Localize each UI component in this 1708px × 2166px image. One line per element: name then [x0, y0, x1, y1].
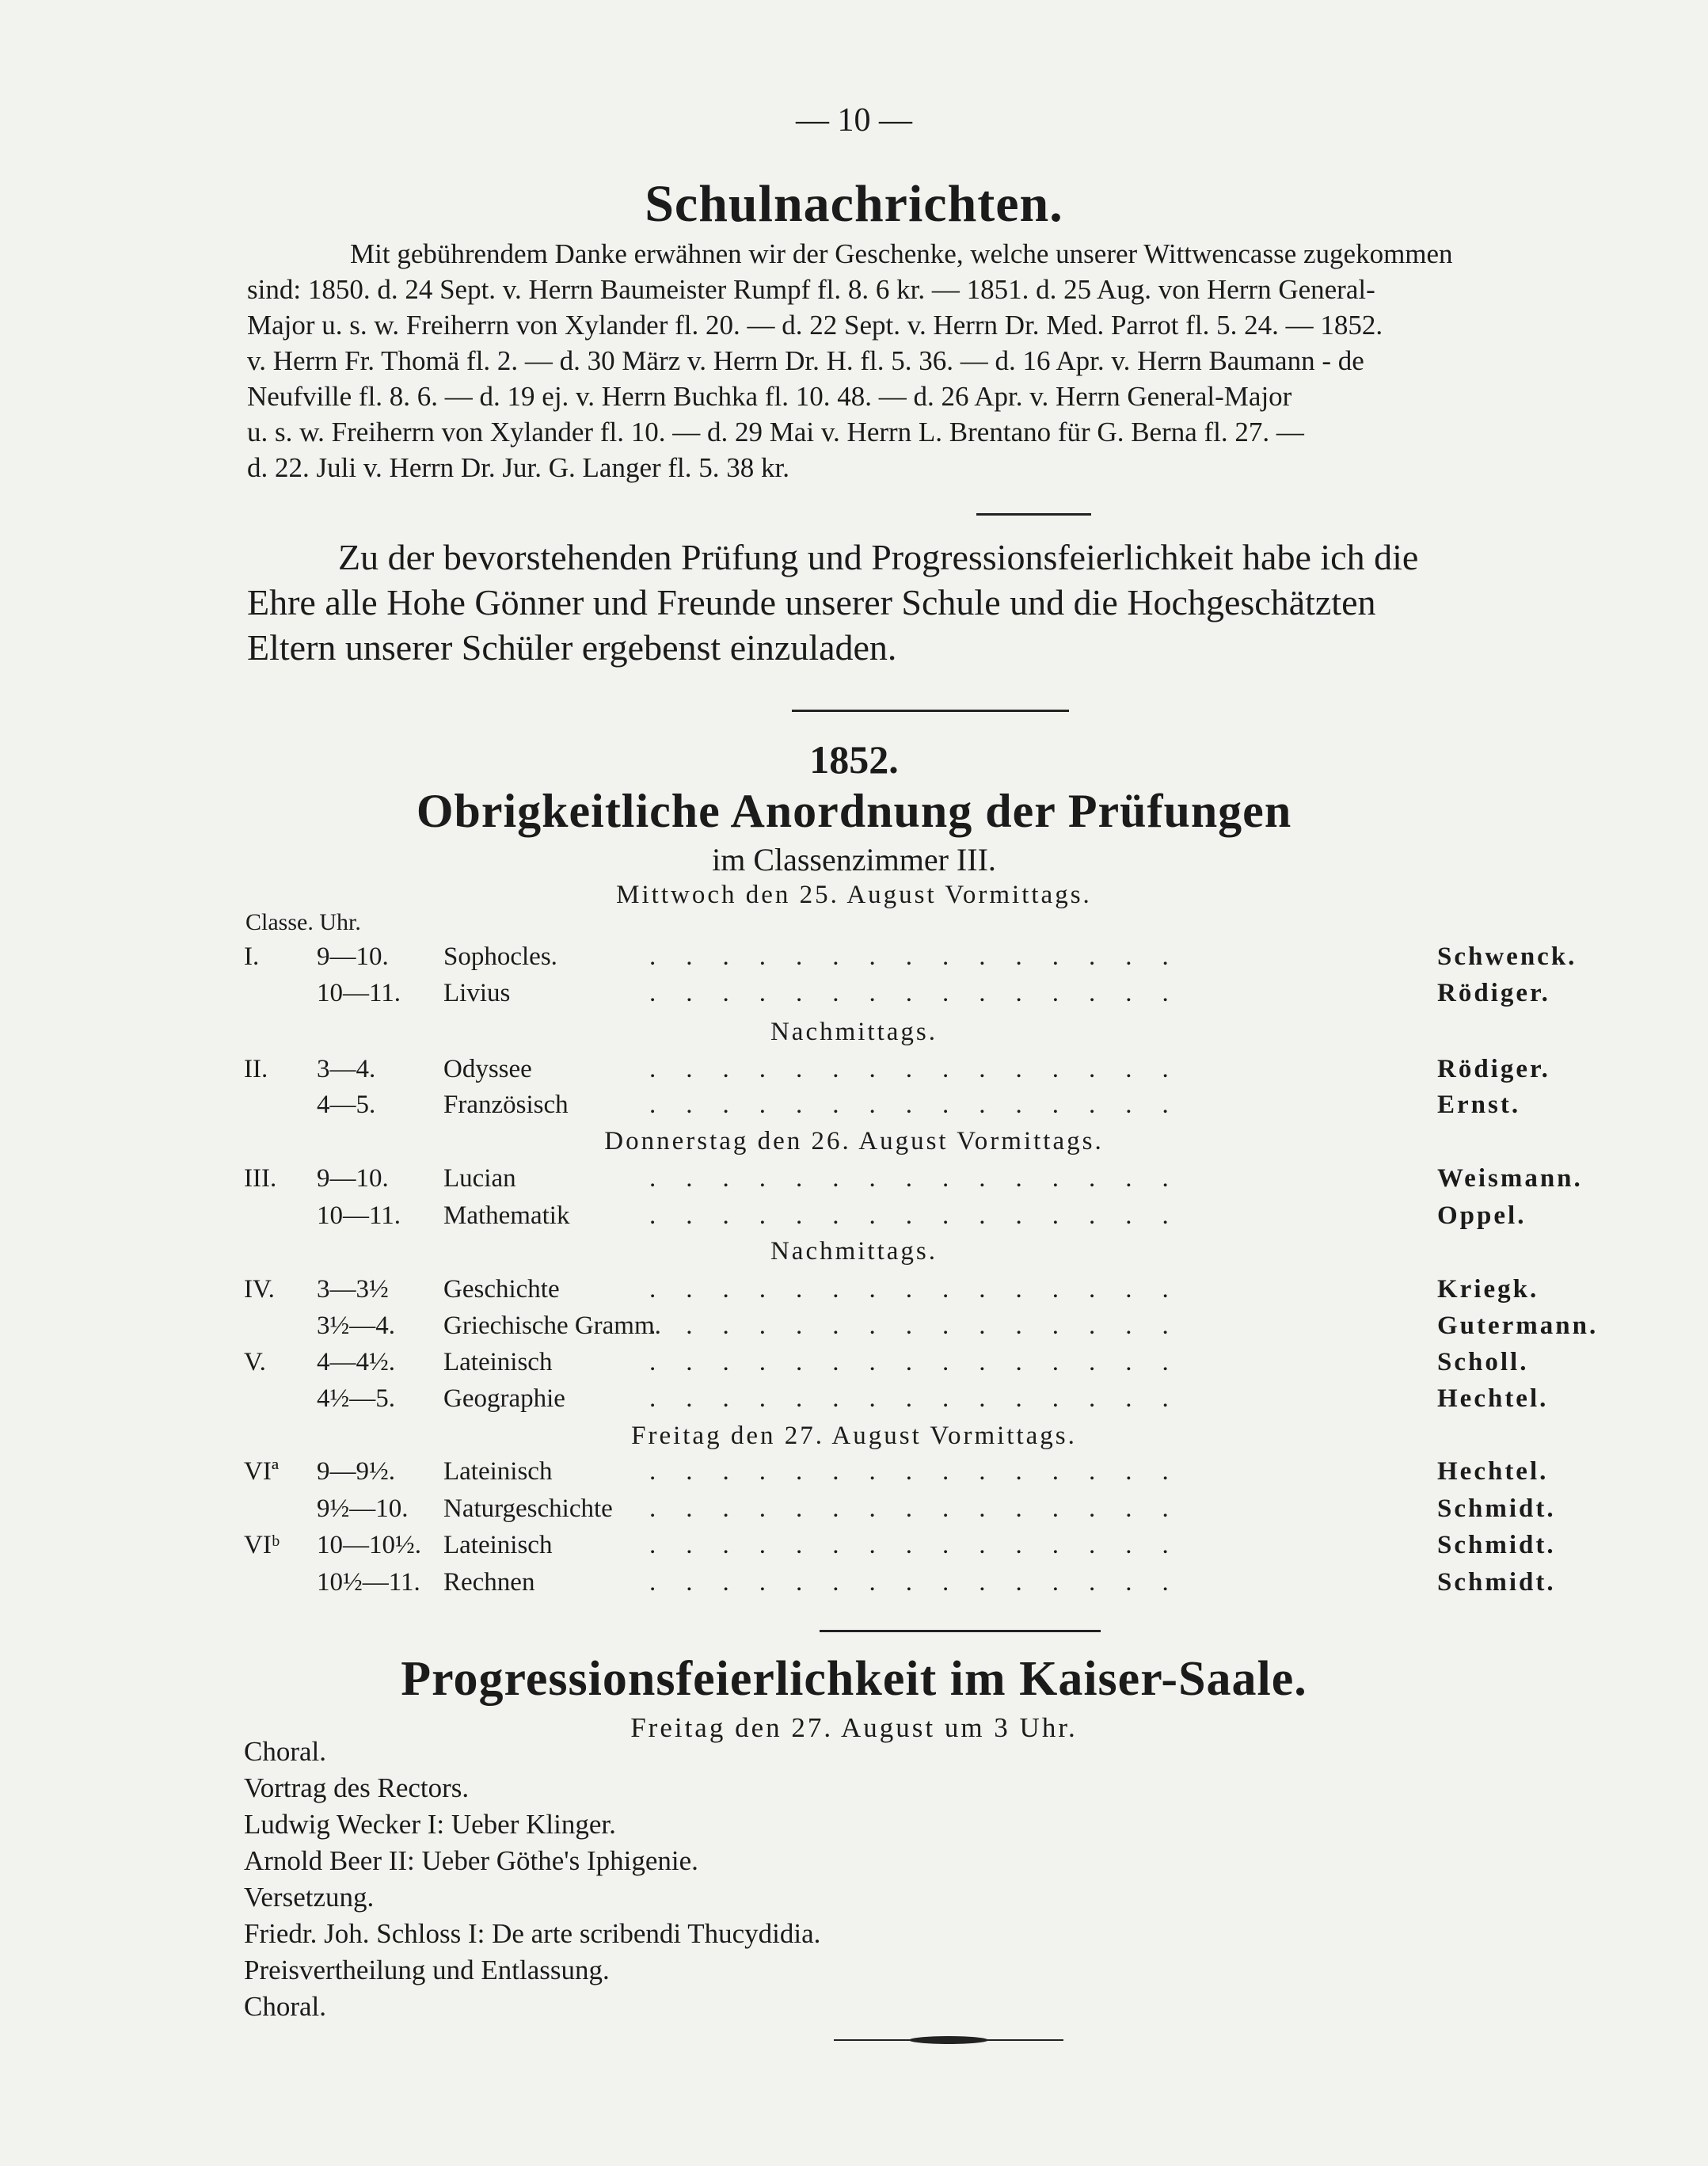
leader-dots: ...............: [649, 1164, 1199, 1193]
donations-line: Major u. s. w. Freiherrn von Xylander fl. 20. — d. 22 Sept. v. Herrn Dr. Med. Parrot fl. 5. 24. — 1852.: [247, 310, 1383, 341]
time-cell: 4½—5.: [317, 1384, 395, 1413]
invitation-line: Zu der bevorstehenden Prüfung und Progressionsfeierlichkeit habe ich die: [338, 537, 1419, 577]
exam-year: 1852.: [809, 737, 899, 782]
leader-dots: ...............: [649, 1568, 1199, 1597]
divider: [820, 1630, 1101, 1632]
program-item: Preisvertheilung und Entlassung.: [244, 1955, 610, 1985]
program-item: Vortrag des Rectors.: [244, 1772, 470, 1803]
leader-dots: ...............: [649, 1201, 1199, 1230]
donations-paragraph: [247, 236, 1668, 485]
divider: [976, 513, 1091, 516]
invitation-paragraph: [247, 535, 1668, 670]
time-cell: 9—10.: [317, 942, 389, 971]
column-header: Classe. Uhr.: [245, 909, 361, 935]
donations-line: d. 22. Juli v. Herrn Dr. Jur. G. Langer fl. 5. 38 kr.: [247, 452, 789, 483]
schedule-row: [0, 1384, 1708, 1416]
program-item: Choral.: [244, 1736, 327, 1767]
teacher-cell: Ernst.: [1437, 1091, 1521, 1119]
schedule-day-heading: Nachmittags.: [770, 1018, 938, 1046]
schedule-row: [0, 942, 1708, 974]
time-cell: 3½—4.: [317, 1311, 395, 1340]
leader-dots: ...............: [649, 1091, 1199, 1119]
time-cell: 9½—10.: [317, 1494, 409, 1523]
class-cell: II.: [244, 1055, 268, 1083]
program-item: Friedr. Joh. Schloss I: De arte scribendi Thucydidia.: [244, 1918, 821, 1949]
class-cell: IV.: [244, 1275, 275, 1304]
teacher-cell: Kriegk.: [1437, 1275, 1539, 1304]
subject-cell: Geschichte: [443, 1275, 560, 1304]
teacher-cell: Schwenck.: [1437, 942, 1577, 971]
program-item: Ludwig Wecker I: Ueber Klinger.: [244, 1809, 616, 1840]
time-cell: 10—10½.: [317, 1531, 421, 1559]
teacher-cell: Oppel.: [1437, 1201, 1527, 1230]
time-cell: 9—10.: [317, 1164, 389, 1193]
leader-dots: ...............: [649, 1384, 1199, 1413]
ornament-divider: [834, 2034, 1063, 2046]
teacher-cell: Schmidt.: [1437, 1531, 1556, 1559]
subject-cell: Livius: [443, 979, 511, 1007]
donations-line: sind: 1850. d. 24 Sept. v. Herrn Baumeister Rumpf fl. 8. 6 kr. — 1851. d. 25 Aug. von Herrn General-: [247, 274, 1375, 305]
schedule-day-heading: Mittwoch den 25. August Vormittags.: [616, 881, 1092, 909]
class-cell: VIᵇ: [244, 1531, 280, 1559]
schedule-row: [0, 1201, 1708, 1233]
class-cell: VIª: [244, 1457, 279, 1486]
teacher-cell: Schmidt.: [1437, 1494, 1556, 1523]
exam-title: Obrigkeitliche Anordnung der Prüfungen: [416, 785, 1292, 837]
ceremony-date: Freitag den 27. August um 3 Uhr.: [630, 1712, 1078, 1743]
ceremony-title: Progressionsfeierlichkeit im Kaiser-Saale.: [401, 1652, 1307, 1706]
subject-cell: Mathematik: [443, 1201, 570, 1230]
donations-line: v. Herrn Fr. Thomä fl. 2. — d. 30 März v. Herrn Dr. H. fl. 5. 36. — d. 16 Apr. v. Herrn Baumann - de: [247, 345, 1364, 376]
leader-dots: ...............: [649, 1055, 1199, 1083]
subject-cell: Geographie: [443, 1384, 565, 1413]
leader-dots: ...............: [649, 1531, 1199, 1559]
leader-dots: ...............: [649, 942, 1199, 971]
time-cell: 4—5.: [317, 1091, 376, 1119]
class-cell: V.: [244, 1348, 266, 1376]
subject-cell: Französisch: [443, 1091, 569, 1119]
page-number: — 10 —: [796, 102, 912, 139]
subject-cell: Lateinisch: [443, 1531, 553, 1559]
program-item: Choral.: [244, 1991, 327, 2022]
schedule-row: [0, 1348, 1708, 1380]
leader-dots: ...............: [649, 1311, 1199, 1340]
program-item: Versetzung.: [244, 1882, 375, 1913]
leader-dots: ...............: [649, 979, 1199, 1007]
class-cell: I.: [244, 942, 260, 971]
divider: [792, 710, 1069, 712]
leader-dots: ...............: [649, 1494, 1199, 1523]
leader-dots: ...............: [649, 1275, 1199, 1304]
teacher-cell: Rödiger.: [1437, 1055, 1550, 1083]
time-cell: 10—11.: [317, 1201, 401, 1230]
teacher-cell: Hechtel.: [1437, 1384, 1549, 1413]
schedule-row: [0, 979, 1708, 1011]
schedule-row: [0, 1457, 1708, 1489]
program-item: Arnold Beer II: Ueber Göthe's Iphigenie.: [244, 1845, 698, 1876]
subject-cell: Lateinisch: [443, 1348, 553, 1376]
donations-line: Neufville fl. 8. 6. — d. 19 ej. v. Herrn Buchka fl. 10. 48. — d. 26 Apr. v. Herrn General-Major: [247, 381, 1292, 412]
subject-cell: Odyssee: [443, 1055, 532, 1083]
schedule-row: [0, 1311, 1708, 1343]
section-title: Schulnachrichten.: [645, 175, 1063, 233]
leader-dots: ...............: [649, 1348, 1199, 1376]
schedule-day-heading: Donnerstag den 26. August Vormittags.: [604, 1127, 1104, 1155]
class-cell: III.: [244, 1164, 277, 1193]
donations-line: u. s. w. Freiherrn von Xylander fl. 10. — d. 29 Mai v. Herrn L. Brentano für G. Berna fl. 27. —: [247, 417, 1304, 447]
teacher-cell: Gutermann.: [1437, 1311, 1599, 1340]
subject-cell: Lateinisch: [443, 1457, 553, 1486]
teacher-cell: Schmidt.: [1437, 1568, 1556, 1597]
subject-cell: Rechnen: [443, 1568, 535, 1597]
time-cell: 4—4½.: [317, 1348, 395, 1376]
time-cell: 10½—11.: [317, 1568, 420, 1597]
subject-cell: Naturgeschichte: [443, 1494, 613, 1523]
schedule-row: [0, 1531, 1708, 1563]
schedule-row: [0, 1055, 1708, 1087]
invitation-line: Ehre alle Hohe Gönner und Freunde unserer Schule und die Hochgeschätzten: [247, 582, 1376, 622]
teacher-cell: Hechtel.: [1437, 1457, 1549, 1486]
time-cell: 3—4.: [317, 1055, 376, 1083]
subject-cell: Lucian: [443, 1164, 516, 1193]
schedule-day-heading: Freitag den 27. August Vormittags.: [631, 1422, 1077, 1450]
time-cell: 10—11.: [317, 979, 401, 1007]
time-cell: 9—9½.: [317, 1457, 395, 1486]
schedule-row: [0, 1275, 1708, 1307]
exam-location: im Classenzimmer III.: [712, 842, 996, 877]
invitation-line: Eltern unserer Schüler ergebenst einzuladen.: [247, 627, 897, 668]
teacher-cell: Weismann.: [1437, 1164, 1583, 1193]
schedule-row: [0, 1568, 1708, 1600]
leader-dots: ...............: [649, 1457, 1199, 1486]
schedule-row: [0, 1091, 1708, 1122]
donations-line: Mit gebührendem Danke erwähnen wir der Geschenke, welche unserer Wittwencasse zugekommen: [350, 238, 1453, 269]
schedule-day-heading: Nachmittags.: [770, 1237, 938, 1266]
teacher-cell: Scholl.: [1437, 1348, 1529, 1376]
schedule-row: [0, 1164, 1708, 1196]
teacher-cell: Rödiger.: [1437, 979, 1550, 1007]
time-cell: 3—3½: [317, 1275, 389, 1304]
schedule-row: [0, 1494, 1708, 1526]
subject-cell: Sophocles.: [443, 942, 557, 971]
subject-cell: Griechische Gramm.: [443, 1311, 661, 1340]
